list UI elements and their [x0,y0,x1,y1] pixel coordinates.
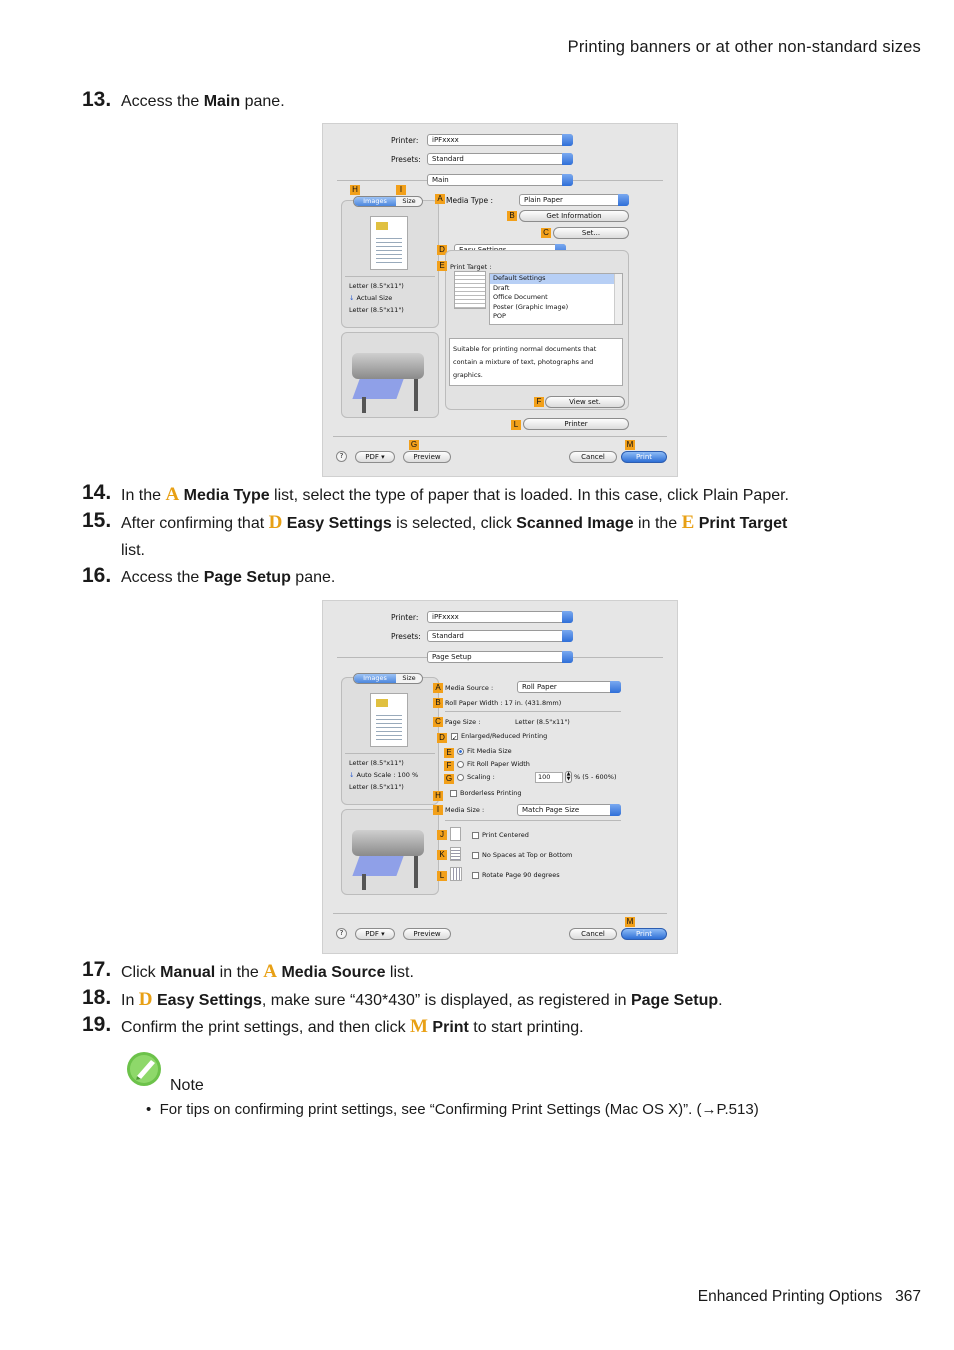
tab-images[interactable]: Images [354,674,396,683]
popup-arrow-icon [618,194,629,206]
tab-size[interactable]: Size [402,197,416,205]
checkbox-icon [472,852,479,859]
paper-illustration [352,856,403,876]
original-size-text: Letter (8.5"x11") [349,759,404,767]
print-dialog-main-pane [322,123,678,477]
popup-arrow-icon [562,630,573,642]
step-text: After confirming that D Easy Settings is selected, click Scanned Image in the E Print Target list. [121,512,788,559]
get-information-button[interactable]: Get Information [519,210,629,222]
down-arrow-icon: ↓ [349,771,355,779]
checkbox-icon [472,872,479,879]
badge-F: F [444,761,454,771]
scaling-radio[interactable]: Scaling : [457,773,495,781]
pdf-button[interactable]: PDF ▾ [355,451,395,463]
printer-image-panel [341,809,439,895]
badge-E: E [437,261,447,271]
pane-popup[interactable]: Main [427,174,573,186]
print-target-label: Print Target : [450,263,492,271]
list-item[interactable]: Office Document [493,293,548,301]
images-size-toggle[interactable] [353,196,423,207]
scaling-input[interactable]: 100 [535,772,563,783]
images-size-toggle[interactable] [353,673,423,684]
note-title: Note [170,1077,204,1094]
popup-arrow-icon [610,681,621,693]
checkbox-icon [450,790,457,797]
step-number: 19. [82,1013,112,1036]
badge-M: M [626,917,634,926]
badge-B: B [507,211,517,221]
scale-text: ↓ Auto Scale : 100 % [349,771,419,779]
badge-H: H [433,791,443,801]
media-size-label: Media Size : [445,806,485,814]
badge-L: L [437,871,447,881]
badge-H: H [350,185,360,195]
running-header: Printing banners or at other non-standard sizes [567,38,921,56]
media-type-label: Media Type : [446,196,494,205]
print-centered-checkbox[interactable]: Print Centered [472,831,529,839]
rotate-page-icon [450,867,462,881]
presets-popup[interactable]: Standard [427,153,573,165]
badge-C: C [433,717,443,727]
fit-roll-paper-width-radio[interactable]: Fit Roll Paper Width [457,760,530,768]
badge-D: D [437,245,447,255]
tab-size[interactable]: Size [402,674,416,682]
print-button[interactable]: Print [621,928,667,940]
target-preview-icon [454,271,486,309]
enlarged-reduced-checkbox[interactable]: ✓ Enlarged/Reduced Printing [452,732,548,742]
printer-popup[interactable]: iPFxxxx [427,134,573,146]
cancel-button[interactable]: Cancel [569,451,617,463]
rotate-page-checkbox[interactable]: Rotate Page 90 degrees [472,871,560,879]
step-number: 15. [82,509,112,532]
page-size-value: Letter (8.5"x11") [515,718,570,726]
roll-paper-width-text: Roll Paper Width : 17 in. (431.8mm) [445,699,562,707]
original-size-text: Letter (8.5"x11") [349,282,404,290]
scaling-range-text: % (5 - 600%) [574,773,617,781]
badge-A: A [433,683,443,693]
note-pencil-icon [126,1051,164,1087]
preview-button[interactable]: Preview [403,928,451,940]
step-number: 16. [82,564,112,587]
media-size-popup[interactable]: Match Page Size [517,804,621,816]
popup-arrow-icon [562,134,573,146]
scale-text: ↓ Actual Size [349,294,393,302]
badge-G: G [410,440,418,449]
badge-A: A [435,194,445,204]
printer-illustration [352,830,424,856]
step-number: 18. [82,986,112,1009]
no-spaces-checkbox[interactable]: No Spaces at Top or Bottom [472,851,572,859]
list-item[interactable]: Draft [493,283,510,292]
step-number: 13. [82,88,112,111]
badge-I: I [396,185,406,195]
radio-selected-icon [457,748,464,755]
badge-M: M [626,440,634,449]
popup-arrow-icon [562,611,573,623]
no-spaces-icon [450,847,461,861]
note-bullet: • For tips on confirming print settings, see “Confirming Print Settings (Mac OS X)”. (→P.513) [146,1101,759,1118]
list-item[interactable]: Poster (Graphic Image) [493,302,569,311]
badge-D: D [437,733,447,743]
print-centered-icon [450,827,461,841]
badge-B: B [433,698,443,708]
view-set-button[interactable]: View set. [545,396,625,408]
badge-G: G [445,774,453,783]
badge-C: C [541,228,551,238]
page-footer: Enhanced Printing Options 367 [697,1288,921,1305]
checkbox-checked-icon: ✓ [452,733,458,742]
paper-illustration [352,379,403,399]
pdf-button[interactable]: PDF ▾ [355,928,395,940]
borderless-printing-checkbox[interactable]: Borderless Printing [450,789,521,797]
step-text: In the A Media Type list, select the type of paper that is loaded. In this case, click Plain Paper. [121,484,789,505]
step-number: 14. [82,481,112,504]
popup-arrow-icon [562,174,573,186]
set-button[interactable]: Set... [553,227,629,239]
fit-media-size-radio[interactable]: Fit Media Size [457,747,512,755]
printer-popup[interactable]: iPFxxxx [427,611,573,623]
list-scrollbar[interactable] [614,274,622,324]
page-size-label: Page Size : [445,718,481,726]
preview-button[interactable]: Preview [403,451,451,463]
step-text: Access the Main pane. [121,93,285,110]
checkbox-icon [472,832,479,839]
description-box: Suitable for printing normal documents that contain a mixture of text, photographs and graphics. [449,338,623,386]
help-icon[interactable]: ? [336,451,347,462]
step-text: Click Manual in the A Media Source list. [121,961,414,982]
step-text: Confirm the print settings, and then click M Print to start printing. [121,1016,584,1037]
popup-arrow-icon [562,651,573,663]
cancel-button[interactable]: Cancel [569,928,617,940]
step-number: 17. [82,958,112,981]
printer-label: Printer: [391,136,419,145]
printer-illustration [352,353,424,379]
popup-arrow-icon [562,153,573,165]
badge-E: E [444,748,454,758]
print-dialog-page-setup-pane [322,600,678,954]
output-size-text: Letter (8.5"x11") [349,783,404,791]
tab-images[interactable]: Images [354,197,396,206]
print-button[interactable]: Print [621,451,667,463]
popup-arrow-icon [610,804,621,816]
scaling-stepper[interactable]: ▲ ▼ [566,771,571,782]
media-type-popup[interactable]: Plain Paper [519,194,629,206]
print-target-list[interactable] [489,273,623,325]
radio-icon [457,761,464,768]
radio-icon [457,774,464,781]
printer-button[interactable]: Printer [523,418,629,430]
media-source-popup[interactable]: Roll Paper [517,681,621,693]
step-text: In D Easy Settings, make sure “430*430” is displayed, as registered in Page Setup. [121,989,723,1010]
presets-label: Presets: [391,155,421,164]
list-item[interactable]: Default Settings [490,274,622,284]
badge-F: F [534,397,544,407]
help-icon[interactable]: ? [336,928,347,939]
page-thumbnail [370,693,408,747]
down-arrow-icon: ↓ [349,294,355,302]
badge-K: K [437,850,447,860]
printer-image-panel [341,332,439,418]
presets-popup[interactable]: Standard [427,630,573,642]
pane-popup[interactable]: Page Setup [427,651,573,663]
media-source-label: Media Source : [445,684,494,692]
printer-label: Printer: [391,613,419,622]
presets-label: Presets: [391,632,421,641]
badge-L: L [511,420,521,430]
output-size-text: Letter (8.5"x11") [349,306,404,314]
badge-I: I [433,805,443,815]
step-text: Access the Page Setup pane. [121,569,336,586]
badge-J: J [437,830,447,840]
list-item[interactable]: POP [493,312,506,320]
page-thumbnail [370,216,408,270]
